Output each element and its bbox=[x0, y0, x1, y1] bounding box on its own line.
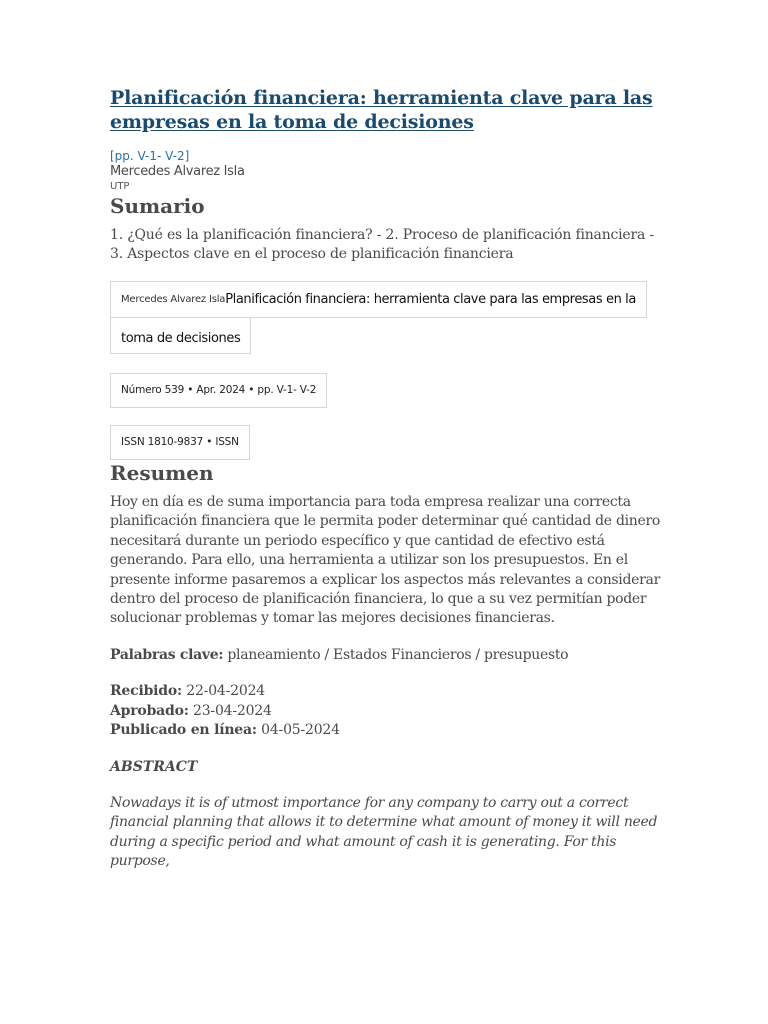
citation-title: Planificación financiera: herramienta clave para las empresas en la bbox=[225, 292, 636, 307]
resumen-text: Hoy en día es de suma importancia para toda empresa realizar una correcta planificación financiera que le permita poder determinar qué cantidad de dinero necesitará durante un periodo específico y que cantidad de efectivo está generando. Para ello, una herramienta a utilizar son los presupuestos. En el presente informe pasaremos a explicar los aspectos más relevantes a considerar dentro del proceso de planificación financiera, lo que a su vez permitían poder solucionar problemas y tomar las mejores decisiones financieras. bbox=[110, 494, 661, 627]
citation-author: Mercedes Alvarez Isla bbox=[121, 294, 226, 305]
citation-box-continued bbox=[110, 317, 251, 354]
article-content bbox=[110, 86, 660, 871]
received-date: 22-04-2024 bbox=[186, 683, 265, 700]
issn-box: ISSN 1810-9837 • ISSN bbox=[110, 425, 250, 460]
keywords-value: planeamiento / Estados Financieros / presupuesto bbox=[227, 646, 569, 663]
sumario-heading: Sumario bbox=[110, 194, 205, 218]
abstract-heading: ABSTRACT bbox=[110, 758, 198, 775]
approved-row bbox=[110, 702, 660, 722]
article-title[interactable]: Planificación financiera: herramienta clave para las empresas en la toma de decisiones bbox=[110, 87, 653, 133]
received-label: Recibido: bbox=[110, 683, 182, 700]
received-row bbox=[110, 682, 660, 702]
published-date: 04-05-2024 bbox=[261, 722, 340, 739]
keywords-label: Palabras clave: bbox=[110, 646, 224, 663]
citation-title-continued: toma de decisiones bbox=[121, 331, 241, 346]
approved-label: Aprobado: bbox=[110, 702, 189, 719]
published-label: Publicado en línea: bbox=[110, 722, 257, 739]
keywords bbox=[110, 646, 660, 665]
abstract-text: Nowadays it is of utmost importance for any company to carry out a correct financial planning that allows it to determine what amount of money it will need during a specific period and what amount of cash it is generating. For this purpose, bbox=[110, 794, 658, 869]
author-name: Mercedes Alvarez Isla bbox=[110, 164, 245, 179]
published-row bbox=[110, 721, 660, 741]
approved-date: 23-04-2024 bbox=[193, 702, 272, 719]
dates-block bbox=[110, 682, 660, 741]
author-affiliation: UTP bbox=[110, 181, 130, 192]
resumen-heading: Resumen bbox=[110, 461, 214, 485]
pages-link[interactable]: [pp. V-1- V-2] bbox=[110, 149, 190, 163]
sumario-text: 1. ¿Qué es la planificación financiera? - 2. Proceso de planificación financiera - 3. Aspectos clave en el proceso de planificación financiera bbox=[110, 227, 654, 262]
citation-box bbox=[110, 281, 647, 318]
issue-info-box: Número 539 • Apr. 2024 • pp. V-1- V-2 bbox=[110, 373, 327, 408]
